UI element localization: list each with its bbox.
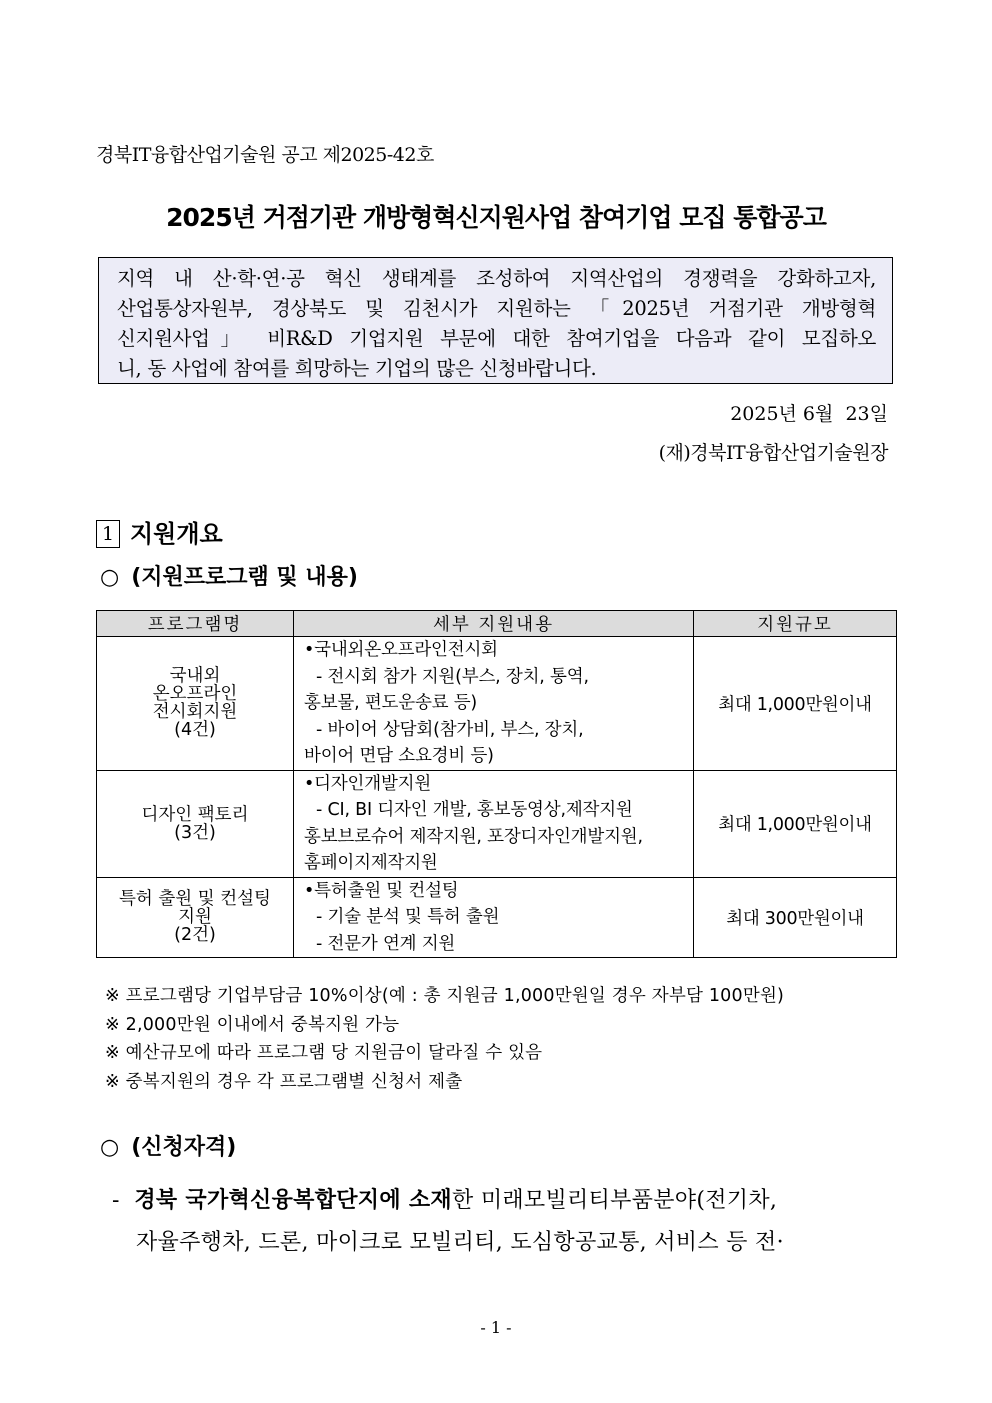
intro-box (98, 257, 893, 384)
intro-line: 산업통상자원부, 경상북도 및 김천시가 지원하는 「2025년 거점기관 개방형혁 (117, 297, 876, 320)
program-name-line: (4건) (174, 720, 216, 741)
detail-line: 홈페이지제작지원 (304, 853, 438, 873)
detail-line: 바이어 면담 소요경비 등) (304, 746, 494, 766)
table-header-cell: 세부 지원내용 (294, 611, 694, 637)
circle-bullet-icon: ○ (100, 565, 120, 590)
section-heading (96, 514, 223, 549)
detail-line: - 기술 분석 및 특허 출원 (316, 907, 500, 927)
intro-line: 신지원사업」 비R&D 기업지원 부문에 대한 참여기업을 다음과 같이 모집하오 (117, 327, 876, 350)
table-header-cell: 지원규모 (694, 611, 897, 637)
program-name-line: 전시회지원 (152, 702, 238, 723)
detail-line: - 바이어 상담회(참가비, 부스, 장치, (316, 719, 584, 740)
eligibility-line (112, 1180, 784, 1222)
section-number-box: 1 (96, 520, 120, 548)
announcement-date: 2025년 6월 23일 (730, 403, 888, 425)
eligibility-bold: 경북 국가혁신융복합단지에 소재 (134, 1188, 452, 1213)
program-name-line: 온오프라인 (152, 684, 238, 705)
program-name-line: 특허 출원 및 컨설팅 (119, 889, 271, 910)
dash-bullet: - (112, 1188, 120, 1213)
program-table (96, 610, 897, 958)
program-name-cell (97, 637, 294, 771)
detail-line: 홍보물, 편도운송료 등) (304, 693, 478, 713)
program-name-cell (97, 770, 294, 877)
detail-line: •특허출원 및 컨설팅 (304, 880, 459, 901)
eligibility-line: 자율주행차, 드론, 마이크로 모빌리티, 도심항공교통, 서비스 등 전· (136, 1230, 784, 1255)
program-scale-cell: 최대 1,000만원이내 (694, 637, 897, 771)
table-header-cell: 프로그램명 (97, 611, 294, 637)
intro-line: 니, 동 사업에 참여를 희망하는 기업의 많은 신청바랍니다. (117, 357, 597, 380)
subsection-title: (신청자격) (131, 1135, 237, 1160)
program-details-cell (294, 877, 694, 958)
announcement-reference: 경북IT융합산업기술원 공고 제2025-42호 (96, 144, 434, 166)
detail-line: 홍보브로슈어 제작지원, 포장디자인개발지원, (304, 826, 643, 847)
subsection-title: (지원프로그램 및 내용) (131, 565, 358, 590)
detail-line: •디자인개발지원 (304, 773, 432, 794)
subsection-heading-programs (100, 560, 358, 591)
program-scale-cell: 최대 1,000만원이내 (694, 770, 897, 877)
section-title: 지원개요 (130, 520, 223, 548)
detail-line: - CI, BI 디자인 개발, 홍보동영상,제작지원 (316, 800, 633, 820)
page-number: - 1 - (480, 1318, 512, 1337)
table-row (97, 770, 897, 877)
note-item: ※ 예산규모에 따라 프로그램 당 지원금이 달라질 수 있음 (105, 1043, 543, 1063)
detail-line: - 전시회 참가 지원(부스, 장치, 통역, (316, 666, 589, 687)
table-row (97, 877, 897, 958)
eligibility-text (112, 1180, 784, 1264)
notes-list (105, 982, 784, 1096)
page-title: 2025년 거점기관 개방형혁신지원사업 참여기업 모집 통합공고 (166, 203, 826, 232)
detail-line: - 전문가 연계 지원 (316, 933, 456, 954)
note-item: ※ 중복지원의 경우 각 프로그램별 신청서 제출 (105, 1071, 463, 1092)
program-name-line: 디자인 팩토리 (141, 804, 249, 825)
intro-line: 지역 내 산·학·연·공 혁신 생태계를 조성하여 지역산업의 경쟁력을 강화하고자, (117, 267, 876, 290)
circle-bullet-icon: ○ (100, 1135, 120, 1160)
program-details-cell (294, 637, 694, 771)
eligibility-rest: 한 미래모빌리티부품분야(전기차, (451, 1188, 778, 1213)
issuer-name: (재)경북IT융합산업기술원장 (658, 442, 888, 464)
note-item: ※ 2,000만원 이내에서 중복지원 가능 (105, 1014, 400, 1035)
program-name-line: (3건) (174, 822, 216, 843)
table-header-row (97, 611, 897, 637)
program-details-cell (294, 770, 694, 877)
detail-line: •국내외온오프라인전시회 (304, 640, 498, 660)
program-scale-cell: 최대 300만원이내 (694, 877, 897, 958)
program-name-line: 국내외 (169, 666, 221, 687)
program-name-cell (97, 877, 294, 958)
note-item: ※ 프로그램당 기업부담금 10%이상(예 : 총 지원금 1,000만원일 경우 자부담 100만원) (105, 986, 785, 1006)
program-name-line: (2건) (174, 925, 216, 946)
table-row (97, 637, 897, 771)
program-name-line: 지원 (178, 907, 212, 928)
subsection-heading-eligibility (100, 1130, 236, 1161)
